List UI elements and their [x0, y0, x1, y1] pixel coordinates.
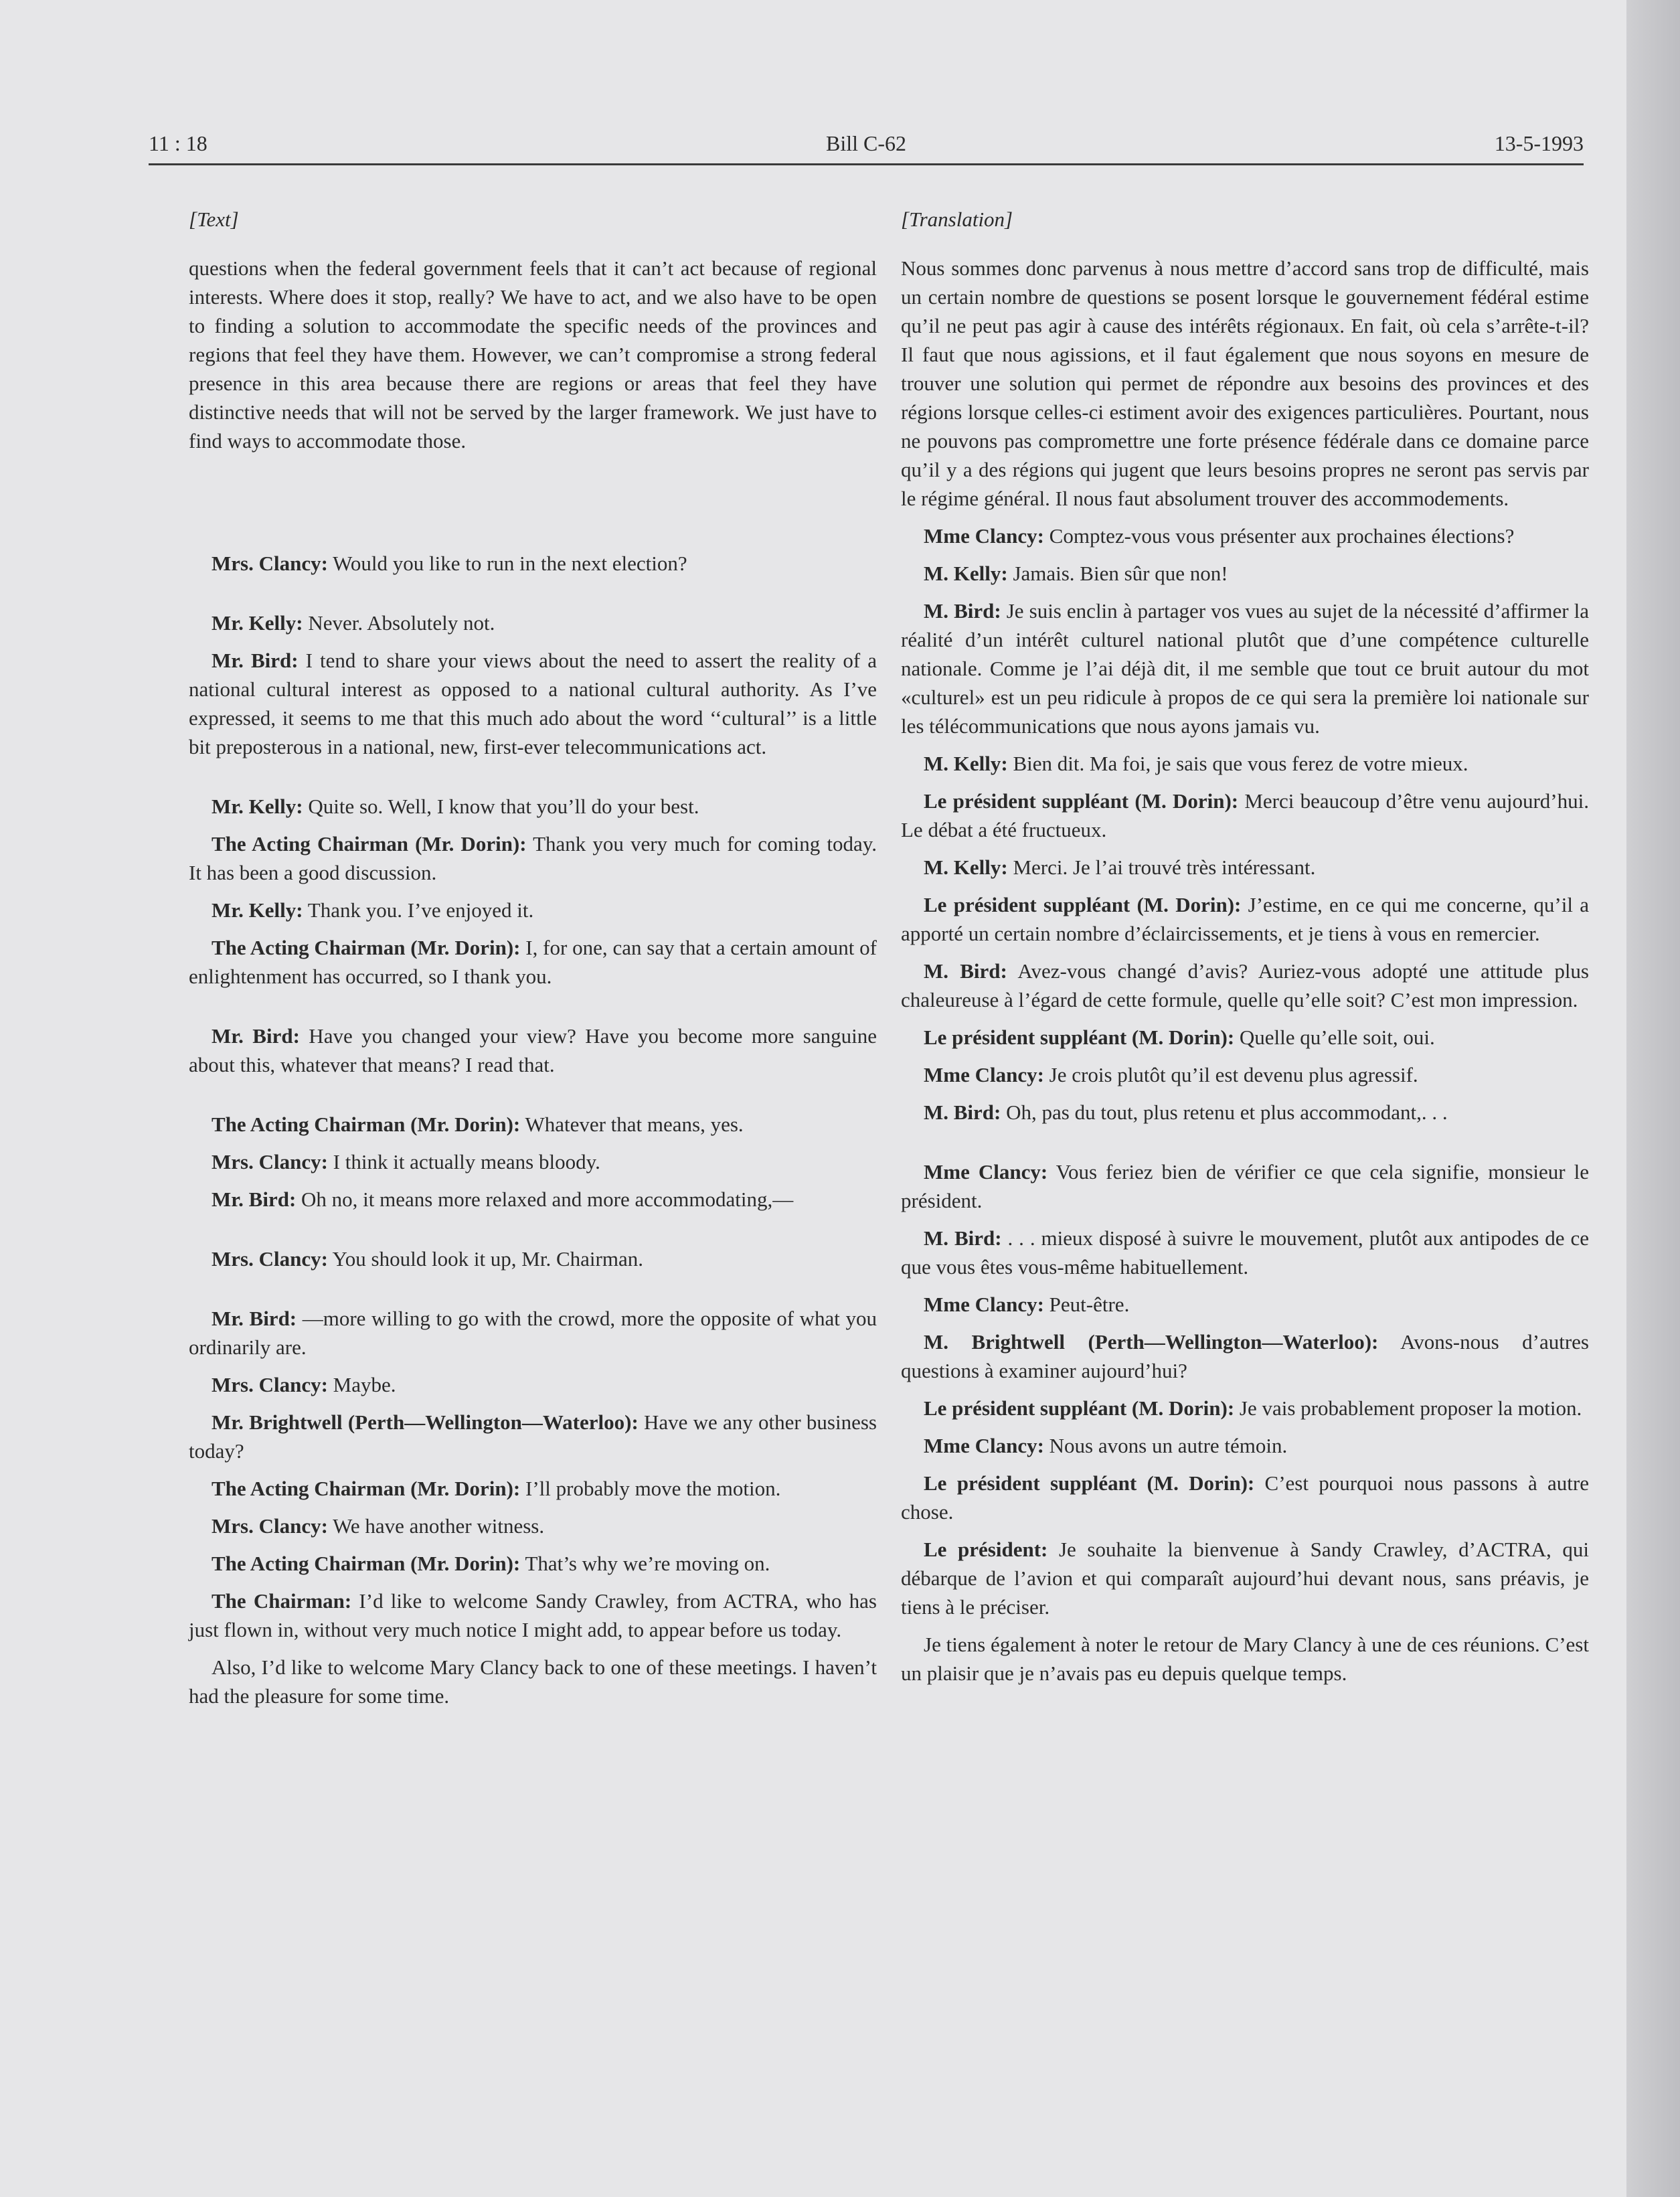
speaker-text: Quite so. Well, I know that you’ll do your best.	[303, 795, 699, 818]
speaker-name: Le président suppléant (M. Dorin):	[924, 893, 1242, 916]
paragraph	[901, 787, 1589, 844]
speaker-text: Have you changed your view? Have you become more sanguine about this, whatever that means? I read that.	[189, 1024, 877, 1076]
speaker-text: I’d like to welcome Sandy Crawley, from ACTRA, who has just flown in, without very much notice I might add, to appear before us today.	[189, 1589, 877, 1641]
paragraph	[901, 1431, 1589, 1460]
speaker-name: The Acting Chairman (Mr. Dorin):	[212, 1113, 521, 1136]
paragraph	[189, 1653, 877, 1710]
speaker-name: M. Bird:	[924, 1101, 1001, 1124]
speaker-text: Whatever that means, yes.	[520, 1113, 744, 1136]
speaker-name: Mr. Brightwell (Perth—Wellington—Waterloo):	[212, 1410, 639, 1434]
speaker-text: Nous avons un autre témoin.	[1043, 1434, 1288, 1457]
speaker-text: Would you like to run in the next election?	[327, 552, 687, 575]
speaker-text: . . . mieux disposé à suivre le mouvement, plutôt aux antipodes de ce que vous êtes vous-même habituellement.	[901, 1226, 1590, 1279]
speaker-name: The Acting Chairman (Mr. Dorin):	[212, 832, 527, 856]
paragraph	[189, 829, 877, 887]
speaker-name: M. Brightwell (Perth—Wellington—Waterloo):	[924, 1330, 1379, 1354]
speaker-name: M. Kelly:	[924, 856, 1008, 879]
paragraph	[189, 1549, 877, 1578]
paragraph	[901, 1394, 1589, 1422]
speaker-name: Le président suppléant (M. Dorin):	[924, 1396, 1235, 1420]
paragraph	[189, 1370, 877, 1399]
speaker-text: —more willing to go with the crowd, more the opposite of what you ordinarily are.	[189, 1307, 877, 1359]
speaker-name: M. Kelly:	[924, 752, 1008, 775]
speaker-text: Comptez-vous vous présenter aux prochaines élections?	[1043, 524, 1515, 548]
speaker-text: Je souhaite la bienvenue à Sandy Crawley, d’ACTRA, qui débarque de l’avion et qui comparaît aujourd’hui devant nous, sans préavis, je tiens à le préciser.	[901, 1538, 1589, 1619]
speaker-text: Merci. Je l’ai trouvé très intéressant.	[1007, 856, 1316, 879]
paragraph	[901, 1060, 1589, 1089]
paragraph	[901, 1023, 1589, 1052]
speaker-text: I, for one, can say that a certain amount of enlightenment has occurred, so I thank you.	[189, 936, 877, 988]
speaker-text: Peut-être.	[1043, 1293, 1130, 1316]
paragraph	[189, 1110, 877, 1139]
speaker-text: We have another witness.	[327, 1514, 545, 1538]
speaker-text: Je vais probablement proposer la motion.	[1234, 1396, 1582, 1420]
speaker-name: Mr. Bird:	[212, 1024, 300, 1048]
header-rule	[149, 163, 1584, 165]
paragraph	[901, 1630, 1589, 1688]
paragraph	[189, 1022, 877, 1079]
speaker-name: Mr. Kelly:	[212, 795, 303, 818]
paragraph	[901, 254, 1589, 513]
speaker-text: Oh, pas du tout, plus retenu et plus accommodant,. . .	[1001, 1101, 1448, 1124]
column-label: [Text]	[189, 208, 239, 231]
paragraph	[189, 1147, 877, 1176]
speaker-name: Mr. Kelly:	[212, 898, 303, 922]
speaker-name: M. Bird:	[924, 599, 1001, 623]
speaker-text: Also, I’d like to welcome Mary Clancy back to one of these meetings. I haven’t had the pleasure for some time.	[189, 1655, 877, 1708]
speaker-text: Thank you very much for coming today. It has been a good discussion.	[189, 832, 877, 884]
paragraph	[901, 1157, 1589, 1215]
paragraph	[189, 1185, 877, 1214]
speaker-name: Le président suppléant (M. Dorin):	[924, 1026, 1235, 1049]
speaker-text: Avez-vous changé d’avis? Auriez-vous adopté une attitude plus chaleureuse à l’égard de cette formule, quelle qu’elle soit? C’est mon impression.	[901, 959, 1589, 1011]
speaker-name: Le président:	[924, 1538, 1048, 1561]
paragraph	[189, 646, 877, 761]
speaker-text: Vous feriez bien de vérifier ce que cela signifie, monsieur le président.	[901, 1160, 1589, 1212]
paragraph	[189, 792, 877, 821]
paragraph	[189, 1408, 877, 1465]
speaker-text: Nous sommes donc parvenus à nous mettre d’accord sans trop de difficulté, mais un certain nombre de questions se posent lorsque le gouvernement fédéral estime qu’il ne peut pas agir à cause des intérêts régionaux. En fait, où cela s’arrête-t-il? Il faut que nous agissions, et il faut également que nous soyons en mesure de trouver une solution qui permet de répondre aux besoins des provinces et des régions lorsque celles-ci estiment avoir des exigences particulières. Pourtant, nous ne pouvons pas compromettre une forte présence fédérale dans ce domaine parce qu’il y a des régions qui jugent que leurs besoins propres ne seront pas servis par le régime général. Il nous faut absolument trouver des accommodements.	[901, 256, 1589, 510]
paragraph	[189, 1512, 877, 1540]
paragraph	[901, 1469, 1589, 1526]
speaker-text: I think it actually means bloody.	[327, 1150, 600, 1173]
paragraph	[901, 559, 1589, 588]
speaker-name: M. Bird:	[924, 959, 1007, 983]
speaker-text: Je crois plutôt qu’il est devenu plus agressif.	[1043, 1063, 1418, 1086]
speaker-name: Mr. Bird:	[212, 649, 299, 672]
speaker-text: Merci beaucoup d’être venu aujourd’hui. Le débat a été fructueux.	[901, 789, 1589, 841]
speaker-text: Jamais. Bien sûr que non!	[1007, 562, 1228, 585]
paragraph	[901, 1224, 1589, 1281]
speaker-text: Never. Absolutely not.	[303, 611, 495, 635]
speaker-text: Maybe.	[327, 1373, 396, 1396]
speaker-text: Oh no, it means more relaxed and more accommodating,—	[296, 1188, 794, 1211]
paragraph	[901, 1535, 1589, 1621]
speaker-name: Mrs. Clancy:	[212, 1150, 328, 1173]
paragraph	[901, 1290, 1589, 1319]
speaker-name: The Acting Chairman (Mr. Dorin):	[212, 1552, 521, 1575]
paragraph	[901, 1098, 1589, 1127]
speaker-text: Quelle qu’elle soit, oui.	[1234, 1026, 1435, 1049]
speaker-name: The Chairman:	[212, 1589, 352, 1613]
paragraph	[901, 596, 1589, 740]
paragraph	[901, 853, 1589, 882]
paragraph	[189, 896, 877, 924]
paragraph	[189, 1474, 877, 1503]
speaker-name: M. Bird:	[924, 1226, 1002, 1250]
paragraph	[901, 890, 1589, 948]
paragraph	[189, 608, 877, 637]
speaker-name: Mrs. Clancy:	[212, 1373, 328, 1396]
paragraph	[189, 1586, 877, 1644]
speaker-text: Thank you. I’ve enjoyed it.	[303, 898, 534, 922]
speaker-name: Le président suppléant (M. Dorin):	[924, 789, 1239, 813]
speaker-name: M. Kelly:	[924, 562, 1008, 585]
speaker-text: I tend to share your views about the need to assert the reality of a national cultural interest as opposed to a national cultural authority. As I’ve expressed, it seems to me that this much ado about the word ‘‘cultural’’ is a little bit preposterous in a national, new, first-ever telecommunications act.	[189, 649, 877, 758]
paragraph	[189, 1244, 877, 1273]
speaker-text: Avons-nous d’autres questions à examiner aujourd’hui?	[901, 1330, 1589, 1382]
speaker-text: Bien dit. Ma foi, je sais que vous ferez de votre mieux.	[1007, 752, 1468, 775]
text-column-english	[189, 205, 877, 1719]
speaker-name: Mrs. Clancy:	[212, 1514, 328, 1538]
paragraph	[189, 549, 877, 578]
page-header	[149, 131, 1584, 165]
text-column-french	[901, 205, 1589, 1696]
speaker-text: Je tiens également à noter le retour de Mary Clancy à une de ces réunions. C’est un plaisir que je n’avais pas eu depuis quelque temps.	[901, 1633, 1589, 1685]
speaker-text: Je suis enclin à partager vos vues au sujet de la nécessité d’affirmer la réalité d’un intérêt culturel national plutôt que d’une compétence culturelle nationale. Comme je l’ai déjà dit, il me semble que tout ce bruit autour du mot «culturel» est un peu ridicule à propos de ce qui sera la première loi nationale sur les télécommunications que nous ayons jamais vu.	[901, 599, 1589, 738]
speaker-text: C’est pourquoi nous passons à autre chose.	[901, 1471, 1590, 1524]
page-number: 11 : 18	[149, 131, 207, 155]
page-edge	[1626, 0, 1680, 2197]
speaker-name: Mme Clancy:	[924, 1063, 1044, 1086]
speaker-name: Mme Clancy:	[924, 1434, 1044, 1457]
bill-title: Bill C-62	[825, 131, 906, 155]
speaker-name: Mrs. Clancy:	[212, 552, 328, 575]
header-date: 13-5-1993	[1494, 131, 1584, 155]
paragraph	[189, 1304, 877, 1362]
speaker-text: questions when the federal government feels that it can’t act because of regional interests. Where does it stop, really? We have to act, and we also have to be open to finding a solution to accommodate the specific needs of the provinces and regions that feel they have them. However, we can’t compromise a strong federal presence in this area because there are regions or areas that feel they have distinctive needs that will not be served by the larger framework. We just have to find ways to accommodate those.	[189, 256, 877, 453]
speaker-text: That’s why we’re moving on.	[520, 1552, 770, 1575]
speaker-text: I’ll probably move the motion.	[520, 1477, 781, 1500]
speaker-name: Mr. Bird:	[212, 1307, 297, 1330]
speaker-name: Mme Clancy:	[924, 1293, 1044, 1316]
column-label: [Translation]	[901, 208, 1013, 231]
speaker-text: J’estime, en ce qui me concerne, qu’il a apporté un certain nombre d’éclaircissements, et je tiens à vous en remercier.	[901, 893, 1589, 945]
speaker-text: Have we any other business today?	[189, 1410, 877, 1463]
speaker-name: Mme Clancy:	[924, 524, 1044, 548]
speaker-text: You should look it up, Mr. Chairman.	[327, 1247, 643, 1271]
paragraph	[189, 254, 877, 455]
speaker-name: Mr. Kelly:	[212, 611, 303, 635]
speaker-name: Mrs. Clancy:	[212, 1247, 328, 1271]
paragraph	[901, 1327, 1589, 1385]
speaker-name: Mme Clancy:	[924, 1160, 1048, 1184]
speaker-name: Le président suppléant (M. Dorin):	[924, 1471, 1255, 1495]
speaker-name: Mr. Bird:	[212, 1188, 297, 1211]
paragraph	[901, 749, 1589, 778]
speaker-name: The Acting Chairman (Mr. Dorin):	[212, 1477, 521, 1500]
paragraph	[189, 933, 877, 991]
paragraph	[901, 521, 1589, 550]
paragraph	[901, 957, 1589, 1014]
speaker-name: The Acting Chairman (Mr. Dorin):	[212, 936, 521, 959]
